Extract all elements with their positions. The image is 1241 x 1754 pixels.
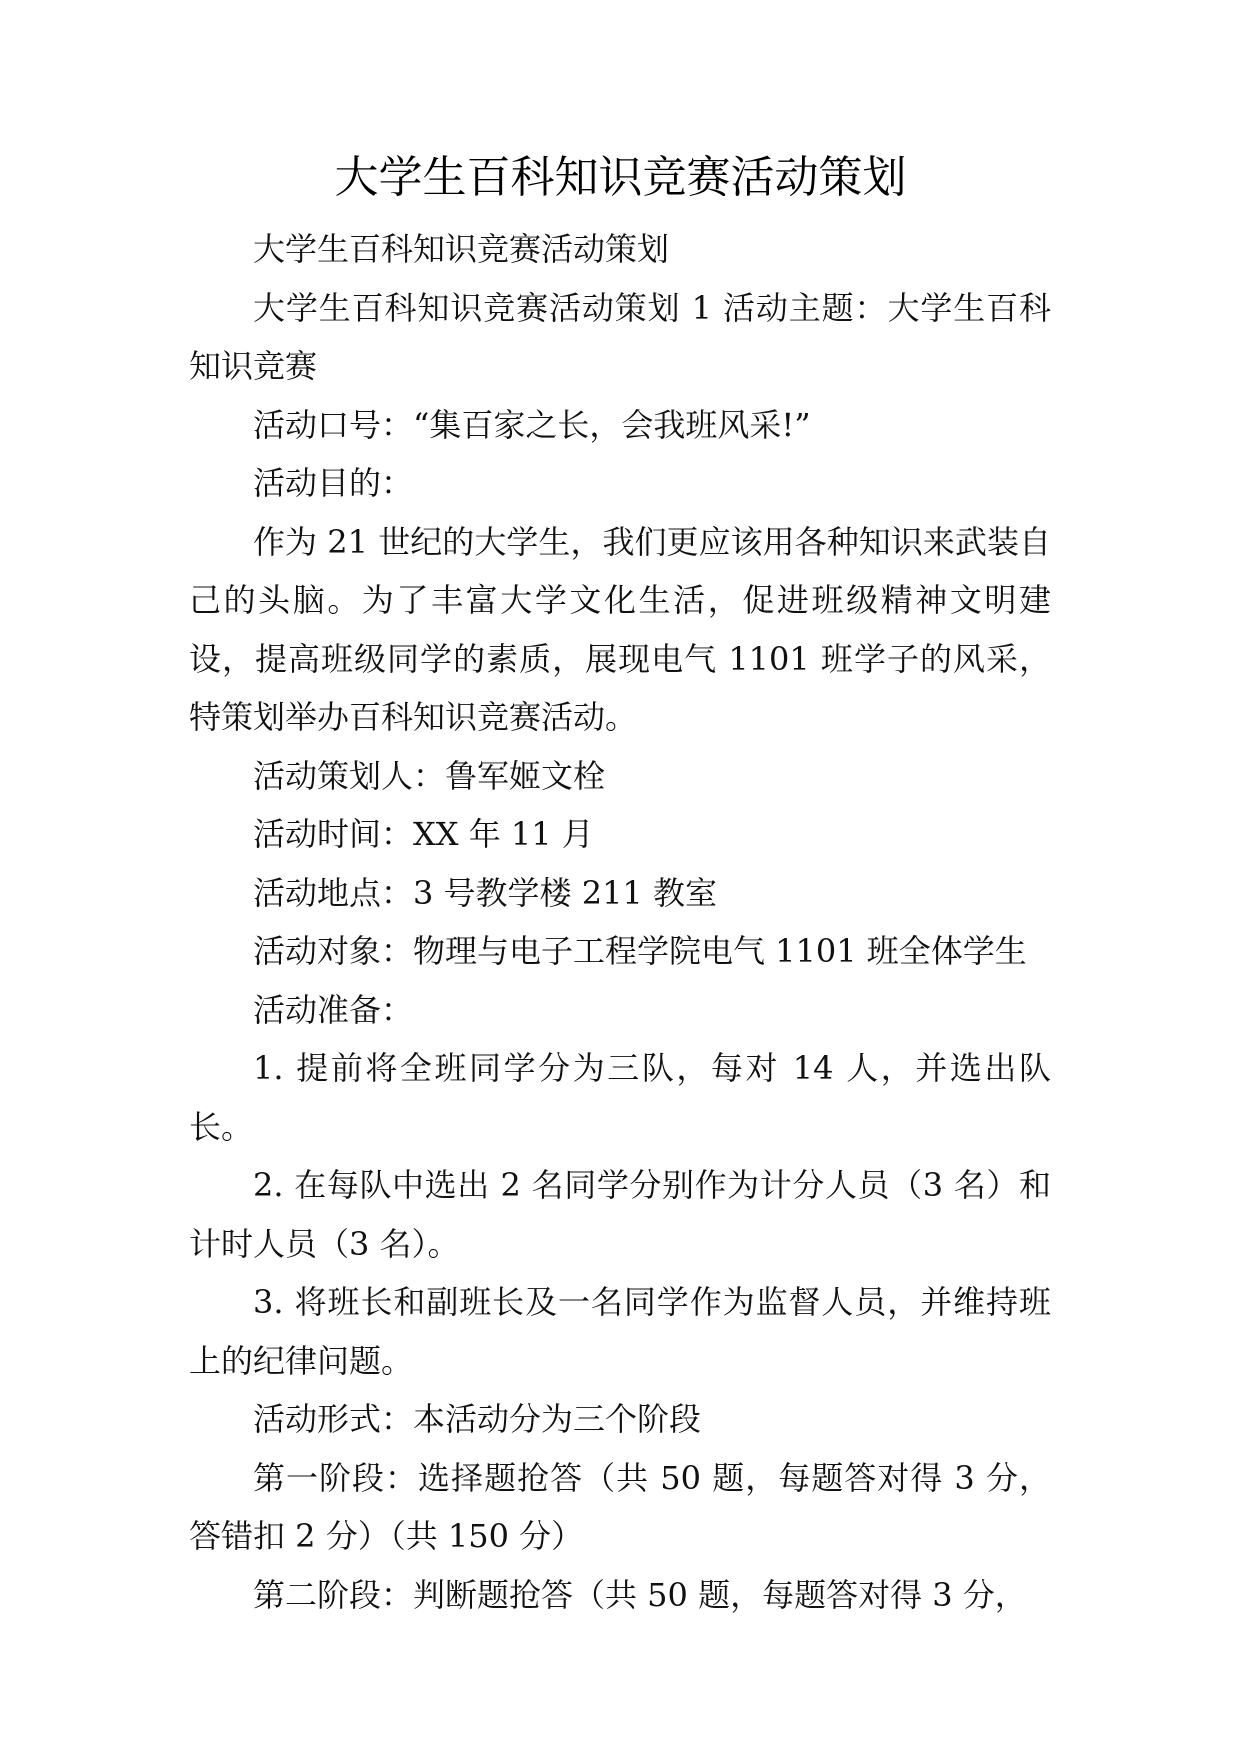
paragraph-location: 活动地点：3 号教学楼 211 教室	[253, 873, 717, 912]
paragraph-preparation-3: 3. 将班长和副班长及一名同学作为监督人员，并维持班上的纪律问题。	[189, 1283, 1051, 1380]
paragraph-planner: 活动策划人：鲁军姬文栓	[253, 756, 606, 795]
paragraph-slogan: 活动口号：“集百家之长，会我班风采!”	[253, 405, 811, 444]
paragraph-purpose-heading: 活动目的：	[253, 464, 414, 502]
paragraph-format: 活动形式：本活动分为三个阶段	[253, 1400, 702, 1438]
paragraph-stage-2: 第二阶段：判断题抢答（共 50 题，每题答对得 3 分，	[253, 1575, 1027, 1614]
paragraph-stage-1: 第一阶段：选择题抢答（共 50 题，每题答对得 3 分，答错扣 2 分）（共 150 分）	[189, 1458, 1051, 1555]
paragraph-time: 活动时间：XX 年 11 月	[253, 815, 594, 853]
paragraph-purpose: 作为 21 世纪的大学生，我们更应该用各种知识来武装自己的头脑。为了丰富大学文化生活，促进班级精神文明建设，提高班级同学的素质，展现电气 1101 班学子的风采，特策划举办百科知识竞赛活动。	[189, 522, 1051, 736]
paragraph-preparation-heading: 活动准备：	[253, 990, 414, 1029]
paragraph-theme: 大学生百科知识竞赛活动策划 1 活动主题：大学生百科知识竞赛	[189, 288, 1051, 385]
document-body	[189, 220, 1051, 1624]
paragraph-subtitle: 大学生百科知识竞赛活动策划	[253, 230, 670, 268]
paragraph-preparation-1: 1. 提前将全班同学分为三队，每对 14 人，并选出队长。	[189, 1049, 1051, 1146]
document-title: 大学生百科知识竞赛活动策划	[334, 152, 907, 203]
paragraph-audience: 活动对象：物理与电子工程学院电气 1101 班全体学生	[253, 932, 1027, 970]
paragraph-preparation-2: 2. 在每队中选出 2 名同学分别作为计分人员（3 名）和计时人员（3 名）。	[189, 1166, 1051, 1263]
